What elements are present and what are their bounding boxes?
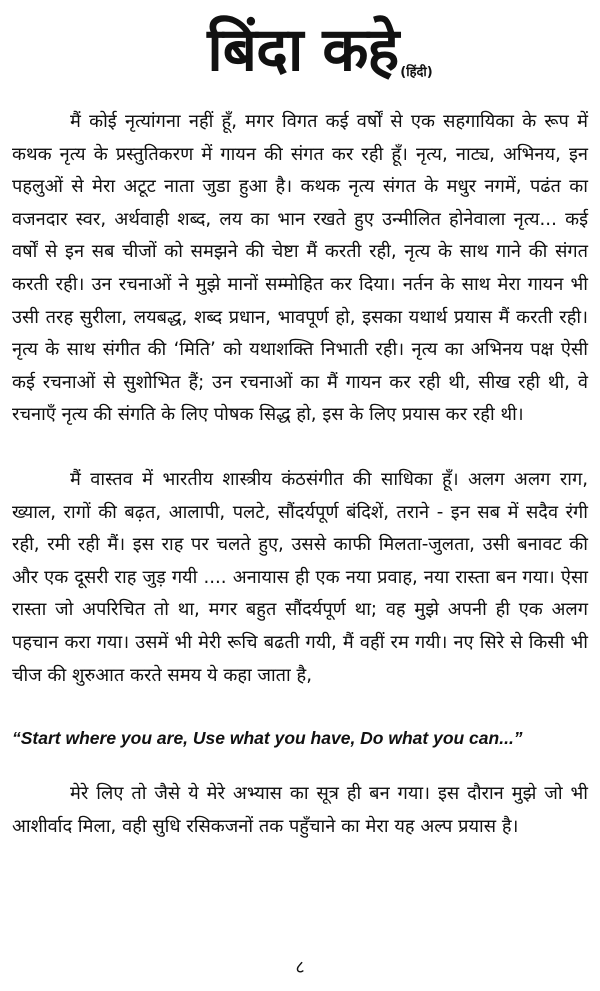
body-text	[12, 106, 588, 843]
paragraph-2: मैं वास्तव में भारतीय शास्त्रीय कंठसंगीत की साधिका हूँ। अलग अलग राग, ख्याल, रागों की बढ़त, आलापी, पलटे, सौंदर्यपूर्ण बंदिशें, तराने - इन सब में सदैव रंगी रही, रमी रही मैं। इस राह पर चलते हुए, उससे काफी मिलता-जुलता, उसी बनावट की और एक दूसरी राह जुड़ गयी .... अनायास ही एक नया प्रवाह, नया रास्ता बन गया। ऐसा रास्ता जो अपरिचित तो था, मगर बहुत सौंदर्यपूर्ण था; वह मुझे अपनी ही एक अलग पहचान करा गया। उसमें भी मेरी रूचि बढती गयी, मैं वहीं रम गयी। नए सिरे से किसी भी चीज की शुरुआत करते समय ये कहा जाता है,	[12, 468, 588, 686]
paragraph-1: मैं कोई नृत्यांगना नहीं हूँ, मगर विगत कई वर्षों से एक सहगायिका के रूप में कथक नृत्य के प्रस्तुतिकरण में गायन की संगत कर रही हूँ। नृत्य, नाट्य, अभिनय, इन पहलुओं से मेरा अटूट नाता जुडा हुआ है। कथक नृत्य संगत के मधुर नगमें, पढंत का वजनदार स्वर, अर्थवाही शब्द, लय का भान रखते हुए उन्मीलित होनेवाला नृत्य... कई वर्षों से इन सब चीजों को समझने की चेष्टा मैं करती रही, नृत्य के साथ गाने की संगत करती रही। उन रचनाओं ने मुझे मानों सम्मोहित कर दिया। नर्तन के साथ मेरा गायन भी उसी तरह सुरीला, लयबद्ध, शब्द प्रधान, भावपूर्ण हो, इसका यथार्थ प्रयास मैं करती रही। नृत्य के साथ संगीत की ‘मिति’ को यथाशक्ति निभाती रही। नृत्य का अभिनय पक्ष ऐसी कई रचनाओं से सुशोभित हैं; उन रचनाओं का मैं गायन कर रही थी, सीख रही थी, वे रचनाएँ नृत्य की संगति के लिए पोषक सिद्ध हो, इस के लिए प्रयास कर रही थी।	[12, 111, 588, 426]
language-tag: (हिंदी)	[400, 65, 433, 80]
english-quote: “Start where you are, Use what you have, Do what you can...”	[12, 728, 523, 749]
page-title: बिंदा कहे	[207, 15, 399, 85]
page-number: ८	[295, 957, 305, 978]
page-header	[0, 8, 600, 100]
paragraph-3: मेरे लिए तो जैसे ये मेरे अभ्यास का सूत्र ही बन गया। इस दौरान मुझे जो भी आशीर्वाद मिला, वही सुधि रसिकजनों तक पहुँचाने का मेरा यह अल्प प्रयास है।	[12, 783, 588, 837]
